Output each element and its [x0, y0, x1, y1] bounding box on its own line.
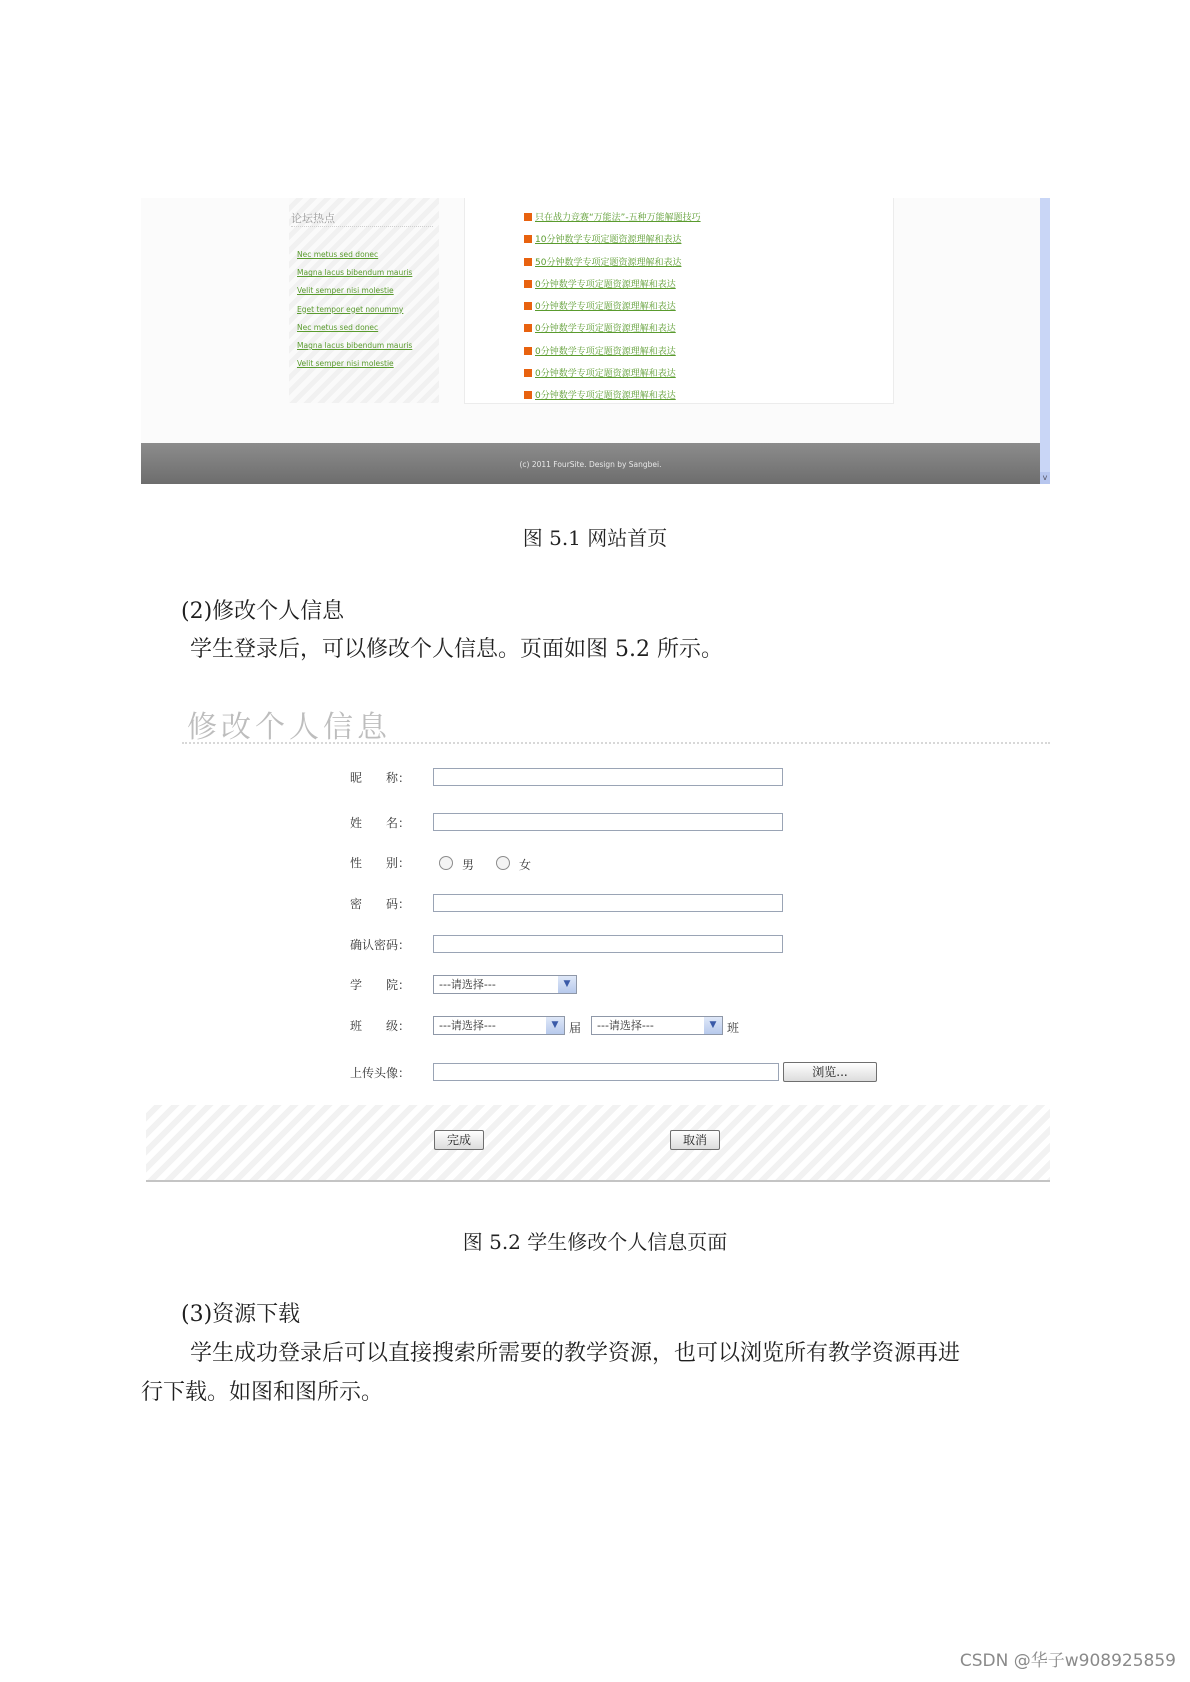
bullet-icon — [524, 280, 532, 288]
grade-select[interactable] — [433, 1016, 565, 1035]
class-select-value: ---请选择--- — [597, 1019, 654, 1032]
name-label: 姓 名： — [350, 816, 411, 830]
avatar-label: 上传头像： — [350, 1066, 411, 1080]
gender-label: 性 别： — [350, 856, 411, 870]
bullet-icon — [524, 324, 532, 332]
news-item[interactable] — [524, 385, 701, 407]
section-body-edit-info: 学生登录后，可以修改个人信息。页面如图 5.2 所示。 — [190, 637, 723, 662]
figure-caption-5-1: 图 5.1 网站首页 — [522, 526, 668, 550]
news-link[interactable]: 0分钟数学专项定题资源理解和表达 — [535, 324, 676, 335]
form-bottom-border — [146, 1180, 1050, 1182]
news-item[interactable] — [524, 229, 701, 251]
grade-select-value: ---请选择--- — [439, 1019, 496, 1032]
news-item[interactable] — [524, 318, 701, 340]
grade-suffix: 届 — [569, 1021, 582, 1035]
figure-caption-5-2: 图 5.2 学生修改个人信息页面 — [462, 1230, 728, 1254]
nickname-label: 昵 称： — [350, 771, 411, 785]
bullet-icon — [524, 258, 532, 266]
chevron-down-icon[interactable]: ▼ — [546, 1017, 564, 1034]
vertical-scrollbar[interactable] — [1040, 198, 1050, 484]
class-select[interactable] — [591, 1016, 723, 1035]
class-label: 班 级： — [350, 1019, 411, 1033]
form-title: 修改个人信息 — [187, 710, 391, 745]
hot-topic-link[interactable]: Magna lacus bibendum mauris — [297, 341, 413, 351]
password-label: 密 码： — [350, 897, 411, 911]
hot-topic-link[interactable]: Eget tempor eget nonummy — [297, 304, 404, 314]
hot-topic-link[interactable]: Magna lacus bibendum mauris — [297, 268, 413, 278]
news-link[interactable]: 50分钟数学专项定题资源理解和表达 — [535, 257, 682, 268]
news-link[interactable]: 0分钟数学专项定题资源理解和表达 — [535, 302, 676, 313]
news-item[interactable] — [524, 296, 701, 318]
chevron-down-icon[interactable]: ▼ — [704, 1017, 722, 1034]
csdn-watermark: CSDN @华子w908925859 — [959, 1651, 1176, 1671]
gender-male-radio[interactable] — [439, 856, 453, 870]
bullet-icon — [524, 302, 532, 310]
news-link[interactable]: 0分钟数学专项定题资源理解和表达 — [535, 369, 676, 380]
section-body-download-line2: 行下载。如图和图所示。 — [141, 1380, 384, 1405]
hot-topic-link[interactable]: Nec metus sed donec — [297, 322, 379, 332]
confirm-password-input[interactable] — [433, 935, 783, 953]
scroll-down-arrow-icon[interactable]: v — [1040, 472, 1050, 484]
class-suffix: 班 — [727, 1021, 740, 1035]
news-list — [524, 207, 701, 408]
bullet-icon — [524, 347, 532, 355]
news-link[interactable]: 10分钟数学专项定题资源理解和表达 — [535, 235, 682, 246]
hot-topics-divider — [291, 226, 433, 227]
figure-website-homepage — [141, 198, 1050, 484]
news-link[interactable]: 只在战力竞赛“万能法”-五种万能解题技巧 — [535, 213, 701, 223]
news-link[interactable]: 0分钟数学专项定题资源理解和表达 — [535, 391, 676, 402]
hot-topics-title: 论坛热点 — [291, 212, 335, 225]
bullet-icon — [524, 391, 532, 399]
browse-button[interactable]: 浏览... — [783, 1062, 877, 1082]
hot-topic-link[interactable]: Velit semper nisi molestie — [297, 359, 394, 369]
college-label: 学 院： — [350, 978, 411, 992]
figure-edit-info-form — [146, 700, 1050, 1185]
college-select[interactable] — [433, 975, 577, 994]
bullet-icon — [524, 369, 532, 377]
avatar-file-input[interactable] — [433, 1063, 779, 1081]
college-select-value: ---请选择--- — [439, 978, 496, 991]
submit-button[interactable]: 完成 — [434, 1130, 484, 1150]
section-heading-edit-info: (2)修改个人信息 — [181, 599, 345, 624]
title-divider — [182, 742, 1050, 744]
section-body-download-line1: 学生成功登录后可以直接搜索所需要的教学资源，也可以浏览所有教学资源再进 — [190, 1341, 961, 1366]
news-item[interactable] — [524, 274, 701, 296]
news-item[interactable] — [524, 207, 701, 229]
chevron-down-icon[interactable]: ▼ — [558, 976, 576, 993]
bullet-icon — [524, 235, 532, 243]
password-input[interactable] — [433, 894, 783, 912]
news-item[interactable] — [524, 363, 701, 385]
news-link[interactable]: 0分钟数学专项定题资源理解和表达 — [535, 279, 676, 290]
hot-topics-list — [297, 246, 412, 373]
hot-topic-link[interactable]: Nec metus sed donec — [297, 250, 379, 259]
gender-female-label: 女 — [519, 858, 532, 872]
news-item[interactable] — [524, 252, 701, 274]
bullet-icon — [524, 213, 532, 221]
gender-female-radio[interactable] — [496, 856, 510, 870]
confirm-password-label: 确认密码： — [350, 938, 411, 952]
nickname-input[interactable] — [433, 768, 783, 786]
news-item[interactable] — [524, 341, 701, 363]
news-link[interactable]: 0分钟数学专项定题资源理解和表达 — [535, 346, 676, 357]
footer-copyright: (c) 2011 FourSite. Design by Sangbei. — [519, 460, 662, 469]
gender-male-label: 男 — [462, 858, 475, 872]
section-heading-download: (3)资源下载 — [181, 1302, 301, 1327]
name-input[interactable] — [433, 813, 783, 831]
hot-topic-link[interactable]: Velit semper nisi molestie — [297, 286, 394, 296]
form-footer-pattern — [146, 1105, 1050, 1180]
cancel-button[interactable]: 取消 — [670, 1130, 720, 1150]
